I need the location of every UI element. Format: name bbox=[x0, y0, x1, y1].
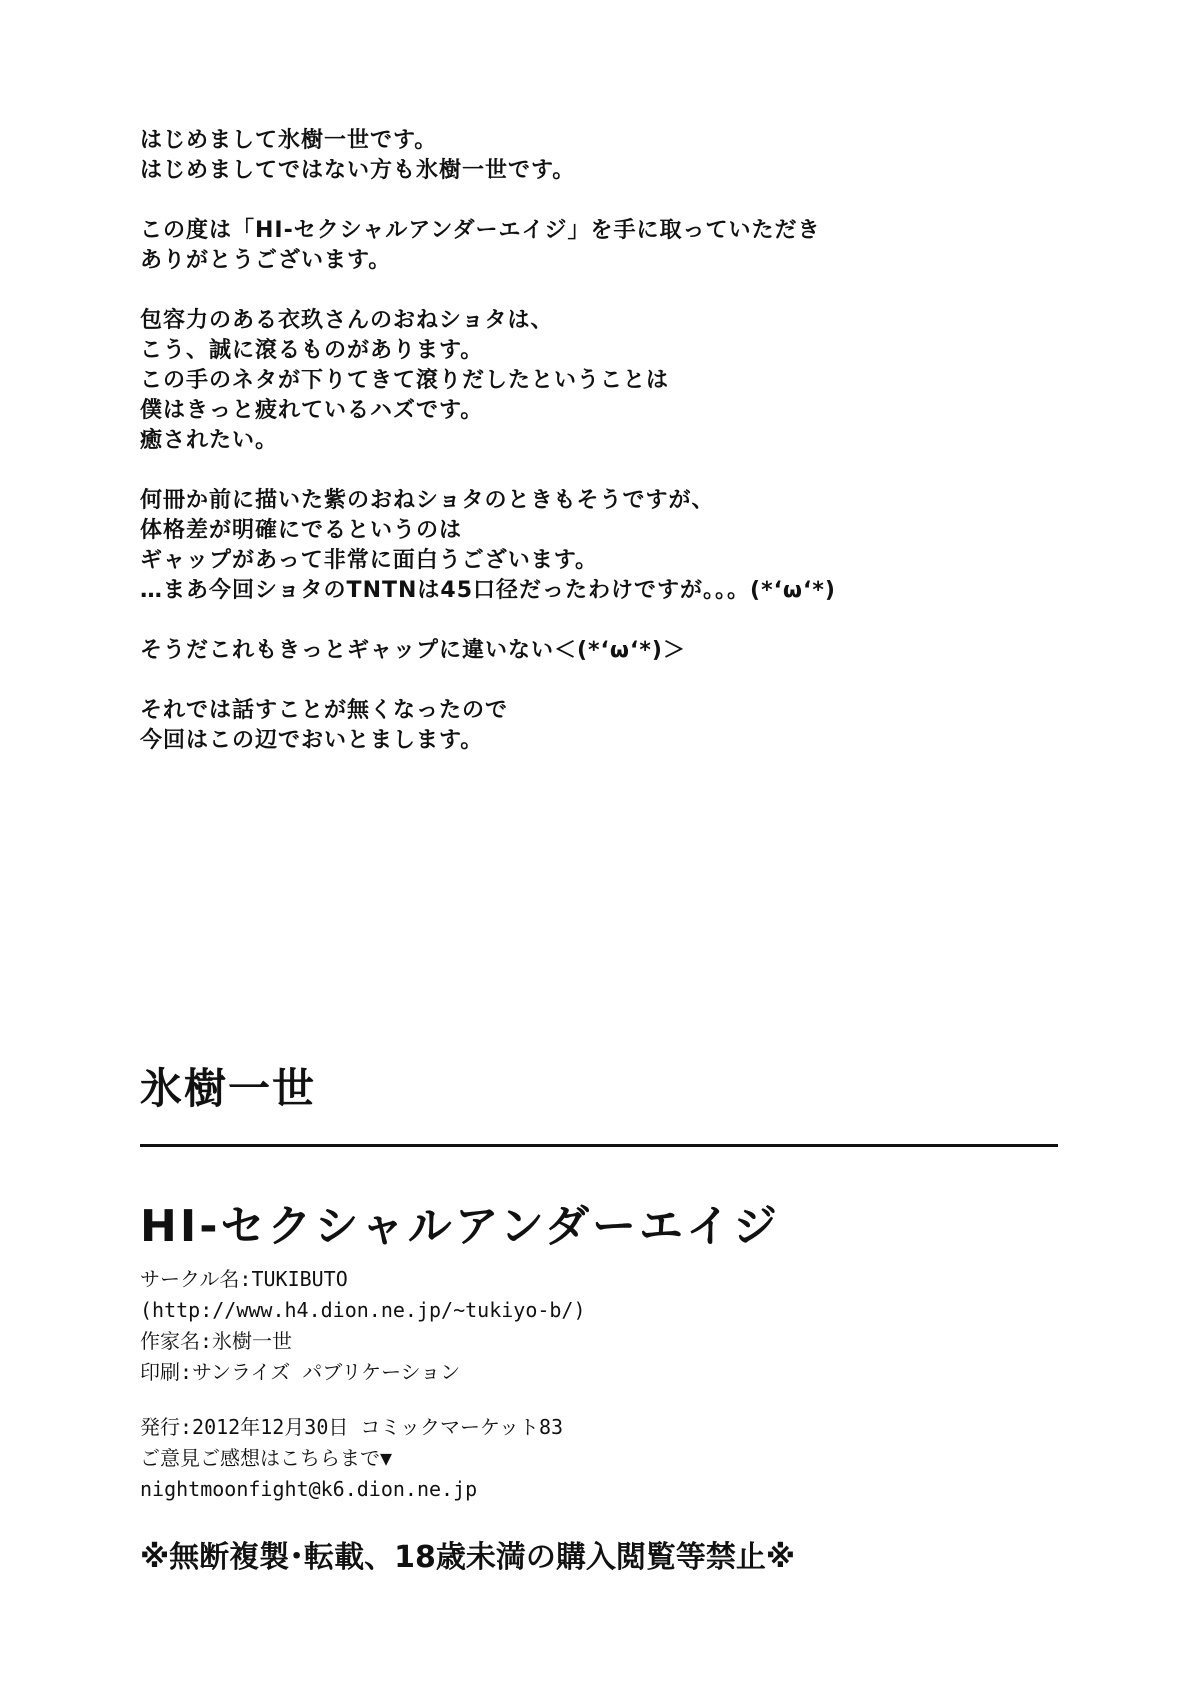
afterword-line: 包容力のある衣玖さんのおねショタは、 bbox=[140, 308, 554, 333]
afterword-line: ありがとうございます。 bbox=[140, 248, 392, 273]
afterword-text bbox=[140, 126, 1080, 786]
afterword-paragraph bbox=[140, 306, 1080, 456]
afterword-paragraph bbox=[140, 126, 1080, 186]
publish-date: 発行:2012年12月30日 コミックマーケット83 bbox=[140, 1415, 564, 1439]
afterword-line: それでは話すことが無くなったので bbox=[140, 698, 509, 723]
afterword-line: 何冊か前に描いた紫のおねショタのときもそうですが、 bbox=[140, 488, 715, 513]
author-signature: 氷樹一世 bbox=[140, 1064, 317, 1113]
book-title: HI-セクシャルアンダーエイジ bbox=[140, 1201, 781, 1252]
afterword-paragraph bbox=[140, 636, 1080, 666]
colophon bbox=[140, 1264, 586, 1505]
contact-email: nightmoonfight@k6.dion.ne.jp bbox=[140, 1477, 478, 1501]
afterword-line: この度は「HI-セクシャルアンダーエイジ」を手に取っていただき bbox=[140, 218, 821, 243]
afterword-line: そうだこれもきっとギャップに違いない＜(*‘ω‘*)＞ bbox=[140, 638, 686, 663]
afterword-paragraph bbox=[140, 216, 1080, 276]
afterword-paragraph bbox=[140, 696, 1080, 756]
afterword-line: 今回はこの辺でおいとまします。 bbox=[140, 728, 484, 753]
afterword-line: はじめまして氷樹一世です。 bbox=[140, 128, 438, 153]
afterword-line: …まあ今回ショタのTNTNは45口径だったわけですが。。。(*‘ω‘*) bbox=[140, 578, 836, 603]
afterword-line: こう、誠に滾るものがあります。 bbox=[140, 338, 484, 363]
afterword-line: はじめましてではない方も氷樹一世です。 bbox=[140, 158, 576, 183]
feedback-note: ご意見ご感想はこちらまで▼ bbox=[140, 1446, 393, 1470]
circle-url: (http://www.h4.dion.ne.jp/~tukiyo-b/) bbox=[140, 1298, 586, 1322]
afterword-line: 体格差が明確にでるというのは bbox=[140, 518, 463, 543]
divider-rule bbox=[140, 1144, 1058, 1147]
afterword-line: この手のネタが下りてきて滾りだしたということは bbox=[140, 368, 670, 393]
printer-name: 印刷:サンライズ パブリケーション bbox=[140, 1360, 461, 1384]
afterword-line: ギャップがあって非常に面白うございます。 bbox=[140, 548, 599, 573]
circle-name: サークル名:TUKIBUTO bbox=[140, 1267, 348, 1291]
afterword-paragraph bbox=[140, 486, 1080, 606]
afterword-line: 僕はきっと疲れているハズです。 bbox=[140, 398, 484, 423]
author-name: 作家名:氷樹一世 bbox=[140, 1329, 293, 1353]
spacer bbox=[140, 1388, 586, 1412]
copyright-warning: ※無断複製･転載、18歳未満の購入閲覧等禁止※ bbox=[140, 1540, 796, 1575]
afterword-line: 癒されたい。 bbox=[140, 428, 279, 453]
